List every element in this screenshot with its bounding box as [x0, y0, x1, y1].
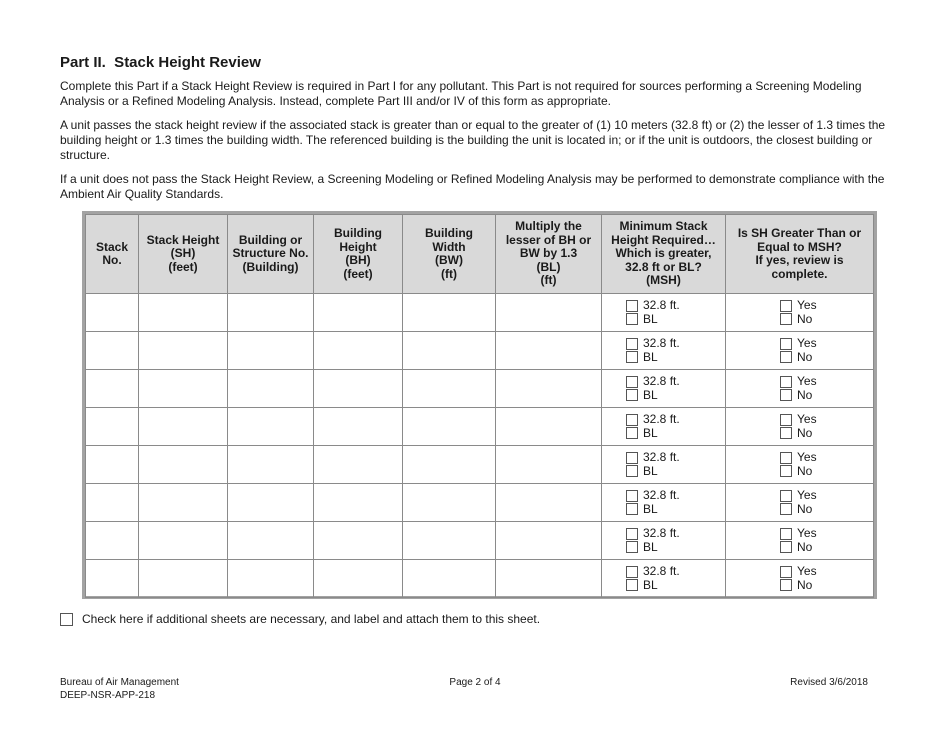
table-row: [86, 370, 874, 408]
entry-cell-col5[interactable]: [403, 522, 496, 560]
column-header-line: (Building): [242, 259, 299, 274]
column-header-line: Building or: [238, 232, 303, 247]
msh-option: [626, 313, 725, 327]
entry-cell-col4[interactable]: [314, 294, 403, 332]
msh-option: [626, 565, 725, 579]
yn-option-label: Yes: [797, 564, 817, 579]
entry-cell-col3[interactable]: [228, 332, 314, 370]
msh-option: [626, 541, 725, 555]
instructions-paragraph-1: Complete this Part if a Stack Height Review is required in Part I for any pollutant. This Part is not required for sources performing a Screening Modeling Analysis or a Refined Modeling Analysis. Instead, complete Part III and/or IV of this form as appropriate.: [60, 79, 862, 108]
entry-cell-col3[interactable]: [228, 446, 314, 484]
entry-cell-col4[interactable]: [314, 370, 403, 408]
additional-sheets-checkbox[interactable]: [60, 613, 73, 626]
column-header-line: Structure No.: [232, 246, 309, 261]
msh-option-label: 32.8 ft.: [643, 564, 680, 579]
msh-cell: [602, 560, 726, 598]
yn-option: [780, 465, 873, 479]
entry-cell-col5[interactable]: [403, 294, 496, 332]
column-header-line: (SH): [170, 246, 196, 261]
yn-option-label: Yes: [797, 298, 817, 313]
column-header-line: Equal to MSH?: [757, 239, 842, 254]
entry-cell-col6[interactable]: [496, 560, 602, 598]
yn-option: [780, 389, 873, 403]
column-header-line: (feet): [168, 259, 198, 274]
yn-checkbox-row7-opt1[interactable]: [780, 528, 792, 540]
column-header-line: Minimum Stack: [619, 219, 708, 234]
msh-checkbox-row8-opt1[interactable]: [626, 566, 638, 578]
entry-cell-col3[interactable]: [228, 370, 314, 408]
column-header-3: [228, 215, 314, 294]
yn-checkbox-row8-opt1[interactable]: [780, 566, 792, 578]
entry-cell-col1[interactable]: [86, 408, 139, 446]
review-complete-cell: [726, 522, 874, 560]
yn-checkbox-row6-opt2[interactable]: [780, 503, 792, 515]
msh-cell: [602, 294, 726, 332]
entry-cell-col6[interactable]: [496, 484, 602, 522]
footer-form-number: DEEP-NSR-APP-218: [60, 690, 156, 701]
msh-checkbox-row1-opt2[interactable]: [626, 313, 638, 325]
column-header-line: (BL): [536, 259, 561, 274]
yn-checkbox-row2-opt2[interactable]: [780, 351, 792, 363]
table-row: [86, 560, 874, 598]
entry-cell-col6[interactable]: [496, 332, 602, 370]
msh-option: [626, 299, 725, 313]
entry-cell-col5[interactable]: [403, 446, 496, 484]
table-row: [86, 294, 874, 332]
yn-option: [780, 541, 873, 555]
msh-checkbox-row6-opt2[interactable]: [626, 503, 638, 515]
column-header-line: lesser of BH or: [505, 232, 592, 247]
column-header-line: (BW): [435, 253, 463, 267]
instructions-paragraph-3: If a unit does not pass the Stack Height Review, a Screening Modeling or Refined Modeling Analysis may be performed to demonstrate compliance with the Ambient Air Quality Standards.: [60, 172, 885, 201]
column-header-line: Height: [339, 239, 377, 254]
msh-option: [626, 427, 725, 441]
review-complete-cell: [726, 408, 874, 446]
entry-cell-col5[interactable]: [403, 370, 496, 408]
msh-checkbox-row3-opt1[interactable]: [626, 376, 638, 388]
entry-cell-col1[interactable]: [86, 332, 139, 370]
msh-checkbox-row5-opt2[interactable]: [626, 465, 638, 477]
msh-cell: [602, 484, 726, 522]
msh-option-label: BL: [643, 577, 658, 592]
review-complete-cell: [726, 332, 874, 370]
yn-option-label: Yes: [797, 488, 817, 503]
msh-cell: [602, 522, 726, 560]
entry-cell-col5[interactable]: [403, 408, 496, 446]
entry-cell-col2[interactable]: [139, 522, 228, 560]
column-header-1: [86, 215, 139, 294]
yn-checkbox-row8-opt2[interactable]: [780, 579, 792, 591]
table-header-row: [86, 215, 874, 294]
entry-cell-col4[interactable]: [314, 332, 403, 370]
msh-option-label: BL: [643, 425, 658, 440]
msh-checkbox-row1-opt1[interactable]: [626, 300, 638, 312]
footer-page-number: Page 2 of 4: [449, 677, 501, 688]
msh-option: [626, 351, 725, 365]
yn-checkbox-row5-opt1[interactable]: [780, 452, 792, 464]
msh-option: [626, 579, 725, 593]
entry-cell-col6[interactable]: [496, 522, 602, 560]
yn-checkbox-row1-opt2[interactable]: [780, 313, 792, 325]
entry-cell-col2[interactable]: [139, 484, 228, 522]
msh-cell: [602, 332, 726, 370]
yn-checkbox-row1-opt1[interactable]: [780, 300, 792, 312]
entry-cell-col1[interactable]: [86, 446, 139, 484]
msh-option-label: 32.8 ft.: [643, 412, 680, 427]
msh-checkbox-row3-opt2[interactable]: [626, 389, 638, 401]
msh-option-label: 32.8 ft.: [643, 298, 680, 313]
msh-option: [626, 337, 725, 351]
entry-cell-col1[interactable]: [86, 370, 139, 408]
entry-cell-col2[interactable]: [139, 294, 228, 332]
table-row: [86, 484, 874, 522]
yn-option-label: No: [797, 539, 813, 554]
msh-option-label: BL: [643, 539, 658, 554]
column-header-4: [314, 215, 403, 294]
additional-sheets-row: [60, 612, 540, 626]
entry-cell-col2[interactable]: [139, 332, 228, 370]
entry-cell-col1[interactable]: [86, 484, 139, 522]
column-header-line: Building: [425, 226, 473, 240]
yn-checkbox-row7-opt2[interactable]: [780, 541, 792, 553]
column-header-line: If yes, review is: [755, 253, 844, 267]
column-header-line: Multiply the: [515, 219, 582, 234]
column-header-line: Height Required…: [611, 232, 716, 247]
yn-checkbox-row2-opt1[interactable]: [780, 338, 792, 350]
review-complete-cell: [726, 484, 874, 522]
footer-bureau: Bureau of Air Management: [60, 677, 179, 688]
yn-option: [780, 565, 873, 579]
yn-option-label: No: [797, 387, 813, 402]
column-header-line: (ft): [540, 273, 557, 288]
yn-option: [780, 527, 873, 541]
entry-cell-col4[interactable]: [314, 408, 403, 446]
column-header-line: Stack Height: [146, 232, 220, 247]
entry-cell-col2[interactable]: [139, 408, 228, 446]
column-header-line: 32.8 ft or BL?: [625, 259, 702, 274]
entry-cell-col2[interactable]: [139, 560, 228, 598]
msh-option: [626, 465, 725, 479]
yn-checkbox-row3-opt1[interactable]: [780, 376, 792, 388]
msh-option-label: 32.8 ft.: [643, 450, 680, 465]
entry-cell-col5[interactable]: [403, 332, 496, 370]
column-header-line: (MSH): [646, 273, 681, 288]
column-header-line: Building: [334, 226, 382, 240]
msh-checkbox-row7-opt2[interactable]: [626, 541, 638, 553]
review-complete-cell: [726, 370, 874, 408]
msh-option: [626, 389, 725, 403]
column-header-line: No.: [102, 253, 122, 267]
entry-cell-col3[interactable]: [228, 484, 314, 522]
table-row: [86, 332, 874, 370]
footer-revision-date: Revised 3/6/2018: [790, 677, 868, 688]
yn-option-label: No: [797, 311, 813, 326]
column-header-line: Stack: [95, 239, 129, 254]
yn-checkbox-row6-opt1[interactable]: [780, 490, 792, 502]
yn-option: [780, 503, 873, 517]
yn-option-label: Yes: [797, 450, 817, 465]
entry-cell-col4[interactable]: [314, 522, 403, 560]
entry-cell-col5[interactable]: [403, 560, 496, 598]
msh-checkbox-row8-opt2[interactable]: [626, 579, 638, 591]
column-header-line: (feet): [343, 266, 373, 281]
entry-cell-col6[interactable]: [496, 370, 602, 408]
column-header-line: Which is greater,: [615, 246, 712, 261]
msh-option-label: BL: [643, 463, 658, 478]
column-header-line: Width: [432, 239, 466, 254]
yn-option: [780, 299, 873, 313]
column-header-2: [139, 215, 228, 294]
yn-option: [780, 413, 873, 427]
column-header-8: [726, 215, 874, 294]
column-header-line: (BH): [345, 253, 371, 267]
entry-cell-col6[interactable]: [496, 408, 602, 446]
entry-cell-col5[interactable]: [403, 484, 496, 522]
yn-option-label: No: [797, 425, 813, 440]
entry-cell-col3[interactable]: [228, 560, 314, 598]
entry-cell-col6[interactable]: [496, 294, 602, 332]
yn-option: [780, 489, 873, 503]
msh-option-label: BL: [643, 311, 658, 326]
additional-sheets-label: Check here if additional sheets are necessary, and label and attach them to this sheet.: [82, 612, 541, 626]
entry-cell-col2[interactable]: [139, 370, 228, 408]
yn-checkbox-row4-opt2[interactable]: [780, 427, 792, 439]
msh-checkbox-row2-opt1[interactable]: [626, 338, 638, 350]
yn-checkbox-row4-opt1[interactable]: [780, 414, 792, 426]
review-complete-cell: [726, 560, 874, 598]
msh-checkbox-row4-opt1[interactable]: [626, 414, 638, 426]
column-header-5: [403, 215, 496, 294]
yn-option-label: No: [797, 349, 813, 364]
entry-cell-col2[interactable]: [139, 446, 228, 484]
yn-option-label: No: [797, 501, 813, 516]
column-header-line: complete.: [771, 266, 828, 281]
msh-option-label: 32.8 ft.: [643, 336, 680, 351]
msh-checkbox-row7-opt1[interactable]: [626, 528, 638, 540]
yn-option-label: Yes: [797, 526, 817, 541]
yn-checkbox-row5-opt2[interactable]: [780, 465, 792, 477]
yn-option-label: No: [797, 577, 813, 592]
section-title: Part II. Stack Height Review: [60, 54, 261, 71]
yn-option: [780, 313, 873, 327]
yn-option: [780, 427, 873, 441]
msh-option-label: BL: [643, 349, 658, 364]
entry-cell-col1[interactable]: [86, 294, 139, 332]
column-header-line: BW by 1.3: [519, 246, 578, 261]
entry-cell-col3[interactable]: [228, 294, 314, 332]
yn-option-label: Yes: [797, 412, 817, 427]
column-header-6: [496, 215, 602, 294]
msh-checkbox-row5-opt1[interactable]: [626, 452, 638, 464]
msh-option: [626, 413, 725, 427]
table-body: [86, 294, 874, 598]
msh-option-label: 32.8 ft.: [643, 526, 680, 541]
entry-cell-col6[interactable]: [496, 446, 602, 484]
msh-cell: [602, 370, 726, 408]
entry-cell-col4[interactable]: [314, 560, 403, 598]
msh-option-label: 32.8 ft.: [643, 374, 680, 389]
entry-cell-col1[interactable]: [86, 522, 139, 560]
entry-cell-col4[interactable]: [314, 446, 403, 484]
msh-option: [626, 503, 725, 517]
yn-option: [780, 451, 873, 465]
msh-option-label: 32.8 ft.: [643, 488, 680, 503]
yn-option: [780, 337, 873, 351]
entry-cell-col3[interactable]: [228, 522, 314, 560]
table-row: [86, 408, 874, 446]
msh-option-label: BL: [643, 387, 658, 402]
msh-option-label: BL: [643, 501, 658, 516]
column-header-line: (ft): [441, 266, 457, 281]
yn-checkbox-row3-opt2[interactable]: [780, 389, 792, 401]
msh-option: [626, 451, 725, 465]
yn-option-label: Yes: [797, 336, 817, 351]
msh-checkbox-row2-opt2[interactable]: [626, 351, 638, 363]
entry-cell-col4[interactable]: [314, 484, 403, 522]
column-header-line: Is SH Greater Than or: [737, 226, 862, 240]
column-header-7: [602, 215, 726, 294]
yn-option: [780, 351, 873, 365]
msh-option: [626, 527, 725, 541]
msh-cell: [602, 408, 726, 446]
yn-option: [780, 579, 873, 593]
stack-height-table: [85, 214, 874, 598]
msh-checkbox-row6-opt1[interactable]: [626, 490, 638, 502]
review-complete-cell: [726, 294, 874, 332]
msh-option: [626, 489, 725, 503]
instructions-paragraph-2: A unit passes the stack height review if the associated stack is greater than or equal to the greater of (1) 10 meters (32.8 ft) or (2) the lesser of 1.3 times the building height or 1.3 times the building width. The referenced building is the building the unit is located in; or if the unit is outdoors, the closest building or structure.: [60, 118, 886, 162]
msh-cell: [602, 446, 726, 484]
entry-cell-col3[interactable]: [228, 408, 314, 446]
yn-option: [780, 375, 873, 389]
review-complete-cell: [726, 446, 874, 484]
stack-height-table-frame: [82, 211, 877, 599]
msh-checkbox-row4-opt2[interactable]: [626, 427, 638, 439]
yn-option-label: Yes: [797, 374, 817, 389]
msh-option: [626, 375, 725, 389]
table-row: [86, 446, 874, 484]
table-row: [86, 522, 874, 560]
yn-option-label: No: [797, 463, 813, 478]
entry-cell-col1[interactable]: [86, 560, 139, 598]
